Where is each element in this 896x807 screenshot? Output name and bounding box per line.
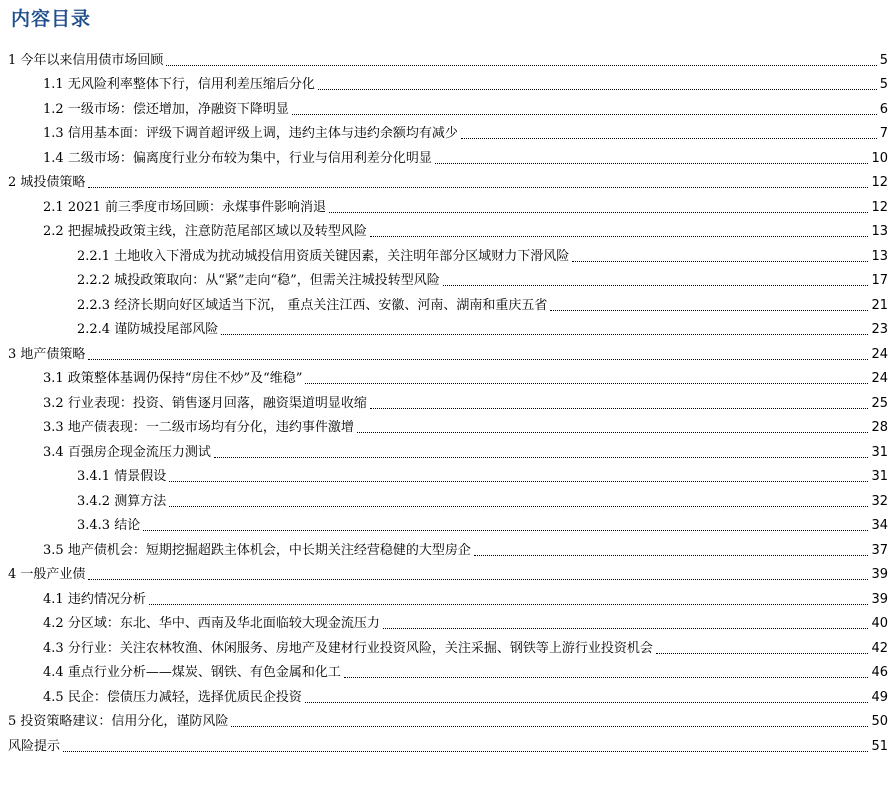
dot-leader <box>166 64 876 66</box>
toc-entry-page-number: 31 <box>871 444 888 460</box>
dot-leader <box>357 431 869 433</box>
toc-entry[interactable] <box>0 657 896 682</box>
toc-entry[interactable] <box>0 314 896 339</box>
toc-entry-number: 4.2 <box>43 616 68 631</box>
dot-leader <box>329 211 868 213</box>
toc-entry-number: 5 <box>8 714 21 729</box>
toc-entry-title: 重点行业分析——煤炭、钢铁、有色金属和化工 <box>67 665 341 680</box>
toc-entry-title: 地产债机会：短期挖掘超跌主体机会，中长期关注经营稳健的大型房企 <box>67 542 471 558</box>
dot-leader <box>550 309 868 311</box>
toc-entry-title: 百强房企现金流压力测试 <box>67 444 211 460</box>
toc-entry[interactable] <box>0 412 896 437</box>
toc-entry-page-number: 7 <box>879 126 888 141</box>
toc-entry-title: 把握城投政策主线，注意防范尾部区域以及转型风险 <box>67 224 367 239</box>
dot-leader <box>305 382 868 384</box>
toc-entry-number: 2.2.4 <box>77 322 115 337</box>
toc-entry-page-number: 6 <box>879 101 888 117</box>
dot-leader <box>461 137 877 139</box>
toc-entry[interactable] <box>0 167 896 192</box>
toc-entry-number: 4 <box>8 567 21 582</box>
dot-leader <box>292 113 877 115</box>
toc-entry[interactable] <box>0 289 896 314</box>
toc-entry-number: 3.4.3 <box>77 518 115 533</box>
dot-leader <box>149 603 869 605</box>
toc-entry[interactable] <box>0 265 896 290</box>
dot-leader <box>88 578 868 580</box>
toc-entry-number: 1.2 <box>43 101 68 117</box>
dot-leader <box>572 260 868 262</box>
toc-entry-page-number: 42 <box>871 640 888 656</box>
toc-entry[interactable] <box>0 681 896 706</box>
table-of-contents <box>0 44 896 755</box>
toc-entry-number: 4.4 <box>43 665 68 680</box>
dot-leader <box>221 333 868 335</box>
toc-entry-title: 分行业：关注农林牧渔、休闲服务、房地产及建材行业投资风险，关注采掘、钢铁等上游行业投资机会 <box>67 640 653 656</box>
toc-entry[interactable] <box>0 510 896 535</box>
toc-entry-page-number: 23 <box>871 322 888 337</box>
toc-entry-title: 经济长期向好区域适当下沉， 重点关注江西、安徽、河南、湖南和重庆五省 <box>114 297 548 313</box>
dot-leader <box>370 407 869 409</box>
toc-entry-page-number: 17 <box>871 273 888 288</box>
toc-entry-page-number: 13 <box>871 224 888 239</box>
toc-entry-page-number: 34 <box>871 518 888 533</box>
toc-entry[interactable] <box>0 583 896 608</box>
toc-entry-number: 3.5 <box>43 542 68 558</box>
toc-entry-title: 一级市场：偿还增加，净融资下降明显 <box>67 101 289 117</box>
toc-entry-number: 2.2 <box>43 224 68 239</box>
toc-entry-title: 民企：偿债压力减轻，选择优质民企投资 <box>67 689 302 705</box>
toc-entry[interactable] <box>0 461 896 486</box>
dot-leader <box>63 750 868 752</box>
toc-entry-page-number: 24 <box>871 346 888 362</box>
toc-entry-title: 分区域：东北、华中、西南及华北面临较大现金流压力 <box>67 616 380 631</box>
dot-leader <box>305 701 869 703</box>
toc-entry-page-number: 49 <box>871 689 888 705</box>
toc-entry-number: 3.3 <box>43 420 68 435</box>
toc-entry-page-number: 12 <box>871 175 888 190</box>
dot-leader <box>169 480 868 482</box>
dot-leader <box>656 652 869 654</box>
toc-entry-title: 地产债表现：一二级市场均有分化，违约事件激增 <box>67 420 354 435</box>
toc-entry-title: 今年以来信用债市场回顾 <box>20 52 164 68</box>
toc-entry[interactable] <box>0 118 896 143</box>
toc-entry-title: 违约情况分析 <box>67 591 146 607</box>
toc-entry-number: 2.2.3 <box>77 297 115 313</box>
toc-entry[interactable] <box>0 363 896 388</box>
toc-entry-number: 4.3 <box>43 640 68 656</box>
toc-entry-page-number: 10 <box>871 150 888 166</box>
toc-entry-number: 3.4.2 <box>77 493 115 509</box>
dot-leader <box>231 725 868 727</box>
dot-leader <box>143 529 868 531</box>
dot-leader <box>435 162 869 164</box>
dot-leader <box>169 505 868 507</box>
toc-entry[interactable] <box>0 485 896 510</box>
toc-entry-title: 投资策略建议：信用分化，谨防风险 <box>20 714 229 729</box>
toc-entry-number: 4.5 <box>43 689 68 705</box>
toc-entry-number: 1 <box>8 52 21 68</box>
toc-entry-page-number: 50 <box>871 714 888 729</box>
toc-entry-title: 政策整体基调仍保持“房住不炒”及“维稳” <box>67 371 303 386</box>
toc-entry-number: 3.1 <box>43 371 68 386</box>
toc-entry-page-number: 51 <box>871 738 888 754</box>
toc-entry-number: 2.2.2 <box>77 273 115 288</box>
toc-entry-title: 情景假设 <box>114 469 167 484</box>
toc-entry-number: 2.2.1 <box>77 248 115 264</box>
toc-entry[interactable] <box>0 706 896 731</box>
toc-entry-page-number: 5 <box>879 77 888 92</box>
toc-entry-number: 1.1 <box>43 77 68 92</box>
toc-entry-page-number: 12 <box>871 199 888 215</box>
toc-entry-number: 1.3 <box>43 126 68 141</box>
toc-entry[interactable] <box>0 93 896 118</box>
toc-entry-title: 城投债策略 <box>20 175 86 190</box>
toc-entry-page-number: 31 <box>871 469 888 484</box>
toc-entry-page-number: 40 <box>871 616 888 631</box>
dot-leader <box>443 284 869 286</box>
toc-heading: 内容目录 <box>11 8 92 30</box>
toc-entry-page-number: 21 <box>871 297 888 313</box>
toc-entry-page-number: 13 <box>871 248 888 264</box>
toc-entry[interactable] <box>0 240 896 265</box>
toc-entry-title: 一般产业债 <box>20 567 86 582</box>
toc-entry[interactable] <box>0 191 896 216</box>
toc-entry-page-number: 5 <box>879 52 888 68</box>
toc-entry[interactable] <box>0 632 896 657</box>
toc-entry-title: 测算方法 <box>114 493 167 509</box>
toc-entry-title: 谨防城投尾部风险 <box>114 322 219 337</box>
toc-entry-number: 1.4 <box>43 150 68 166</box>
toc-entry-page-number: 37 <box>871 542 888 558</box>
toc-entry-number: 3.4 <box>43 444 68 460</box>
toc-entry-title: 行业表现：投资、销售逐月回落，融资渠道明显收缩 <box>67 395 367 411</box>
toc-entry-page-number: 39 <box>871 591 888 607</box>
toc-entry-page-number: 24 <box>871 371 888 386</box>
toc-entry-title: 结论 <box>114 518 141 533</box>
dot-leader <box>214 456 869 458</box>
dot-leader <box>344 676 869 678</box>
dot-leader <box>370 235 869 237</box>
toc-entry[interactable] <box>0 534 896 559</box>
toc-entry[interactable] <box>0 44 896 69</box>
toc-entry[interactable] <box>0 69 896 94</box>
toc-entry[interactable] <box>0 559 896 584</box>
toc-entry-page-number: 28 <box>871 420 888 435</box>
toc-entry-title: 土地收入下滑成为扰动城投信用资质关键因素，关注明年部分区域财力下滑风险 <box>114 248 570 264</box>
toc-entry[interactable] <box>0 608 896 633</box>
toc-entry-page-number: 46 <box>871 665 888 680</box>
toc-entry-number: 3.2 <box>43 395 68 411</box>
toc-entry[interactable] <box>0 730 896 755</box>
dot-leader <box>318 88 877 90</box>
toc-entry[interactable] <box>0 436 896 461</box>
toc-entry[interactable] <box>0 216 896 241</box>
toc-entry-title: 城投政策取向：从“紧”走向“稳”，但需关注城投转型风险 <box>114 273 440 288</box>
toc-entry-title: 2021 前三季度市场回顾：永煤事件影响消退 <box>67 199 327 215</box>
toc-entry[interactable] <box>0 338 896 363</box>
dot-leader <box>88 186 868 188</box>
toc-entry-title: 信用基本面：评级下调首超评级上调，违约主体与违约余额均有减少 <box>67 126 458 141</box>
dot-leader <box>383 627 869 629</box>
toc-entry-number: 3 <box>8 346 21 362</box>
toc-entry-page-number: 32 <box>871 493 888 509</box>
toc-entry-title: 无风险利率整体下行，信用利差压缩后分化 <box>67 77 315 92</box>
toc-entry-page-number: 39 <box>871 567 888 582</box>
toc-entry-title: 风险提示 <box>8 738 61 754</box>
toc-entry[interactable] <box>0 387 896 412</box>
toc-entry-page-number: 25 <box>871 395 888 411</box>
toc-entry-number: 3.4.1 <box>77 469 115 484</box>
toc-entry-title: 地产债策略 <box>20 346 86 362</box>
toc-entry-number: 4.1 <box>43 591 68 607</box>
toc-entry-number: 2 <box>8 175 21 190</box>
toc-entry[interactable] <box>0 142 896 167</box>
toc-entry-number: 2.1 <box>43 199 68 215</box>
dot-leader <box>474 554 869 556</box>
dot-leader <box>88 358 868 360</box>
toc-entry-title: 二级市场：偏离度行业分布较为集中，行业与信用利差分化明显 <box>67 150 432 166</box>
